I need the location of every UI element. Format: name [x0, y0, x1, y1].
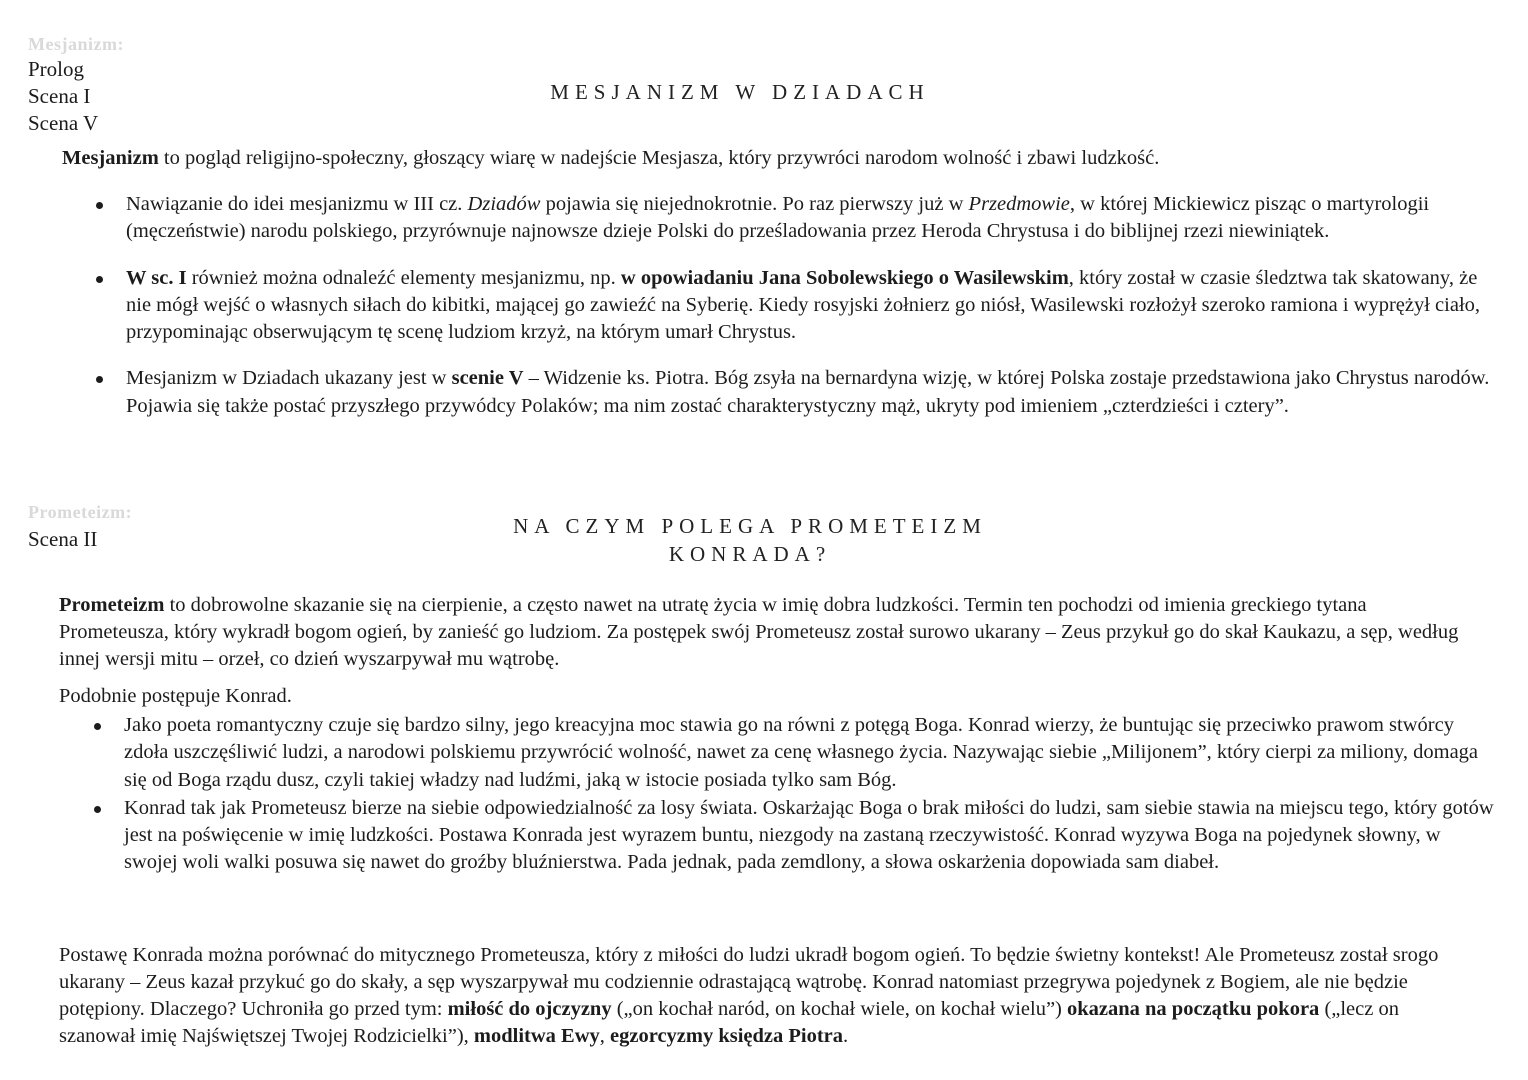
prometeizm-lead: Podobnie postępuje Konrad.	[59, 685, 292, 707]
nav-item-scena-v[interactable]: Scena V	[28, 111, 99, 135]
prometeizm-closing: Postawę Konrada można porównać do mitycznego Prometeusza, który z miłości do ludzi ukradł bogom ogień. To będzie świetny kontekst! Ale Prometeusz został srogo ukarany – Zeus kazał przykuć go do skały, a sęp wyszarpywał mu codziennie odrastającą wątrobę. Konrad natomiast przegrywa pojedynek z Bogiem, ale nie będzie potępiony. Dlaczego? Uchroniła go przed tym: miłość do ojczyzny („on kochał naród, on kochał wiele, on kochał wielu”) okazana na początku pokora („lecz on szanował imię Najświętszej Twojej Rodzicielki”), modlitwa Ewy, egzorcyzmy księdza Piotra.	[59, 944, 1439, 1047]
prometeizm-definition-text: to dobrowolne skazanie się na cierpienie, a często nawet na utratę życia w imię dobra ludzkości. Termin ten pochodzi od imienia greckiego tytana Prometeusza, który wykradł bogom ogień, by zanieść go ludziom. Za postępek swój Prometeusz został surowo ukarany – Zeus przykuł go do skał Kaukazu, a sęp, według innej wersji mitu – orzeł, co dzień wyszarpywał mu wątrobę.	[59, 594, 1459, 670]
list-item: Konrad tak jak Prometeusz bierze na siebie odpowiedzialność za losy świata. Oskarżając Boga o brak miłości do ludzi, sam siebie stawia na miejscu tego, który gotów jest na poświęcenie w imię ludzkości. Postawa Konrada jest wyrazem buntu, niezgody na zastaną rzeczywistość. Konrad wyzywa Boga na pojedynek słowny, w swojej woli walki posuwa się nawet do groźby bluźnierstwa. Pada jednak, pada zemdlony, a słowa oskarżenia dopowiada sam diabeł.	[94, 795, 1494, 877]
prometeizm-definition	[59, 592, 1459, 673]
mesjanizm-bullets	[96, 191, 1496, 420]
bullet-icon	[94, 723, 101, 730]
prometeizm-term: Prometeizm	[59, 594, 165, 616]
nav-item-prolog[interactable]: Prolog	[28, 57, 85, 81]
list-item: Mesjanizm w Dziadach ukazany jest w scenie V – Widzenie ks. Piotra. Bóg zsyła na bernardyna wizję, w której Polska zostaje przedstawiona jako Chrystus narodów. Pojawia się także postać przyszłego przywódcy Polaków; ma nim zostać charakterystyczny mąż, ukryty pod imieniem „czterdzieści i cztery”.	[96, 365, 1496, 420]
prometeizm-heading-line2: KONRADA?	[668, 542, 832, 566]
bullet-icon	[96, 376, 103, 383]
nav-item-scena-i[interactable]: Scena I	[28, 84, 91, 108]
prometeizm-nav	[28, 526, 97, 553]
bullet-icon	[96, 202, 103, 209]
mesjanizm-heading: MESJANIZM W DZIADACH	[550, 80, 930, 104]
prometeizm-heading	[440, 512, 1060, 568]
list-item: W sc. I również można odnaleźć elementy mesjanizmu, np. w opowiadaniu Jana Sobolewskiego o Wasilewskim, który został w czasie śledztwa tak skatowany, że nie mógł wejść o własnych siłach do kibitki, mającej go zawieźć na Syberię. Kiedy rosyjski żołnierz go niósł, Wasilewski rozłożył szeroko ramiona i wyprężył ciało, przypominając obserwującym tę scenę ludziom krzyż, na którym umarł Chrystus.	[96, 265, 1496, 347]
mesjanizm-faint-label: Mesjanizm:	[28, 34, 124, 54]
mesjanizm-definition	[62, 145, 1502, 172]
prometeizm-faint-label: Prometeizm:	[28, 502, 133, 522]
list-item: Nawiązanie do idei mesjanizmu w III cz. Dziadów pojawia się niejednokrotnie. Po raz pierwszy już w Przedmowie, w której Mickiewicz pisząc o martyrologii (męczeństwie) narodu polskiego, przyrównuje najnowsze dzieje Polski do prześladowania przez Heroda Chrystusa i do biblijnej rzezi niewiniątek.	[96, 191, 1496, 246]
mesjanizm-term: Mesjanizm	[62, 147, 159, 169]
nav-item-scena-ii[interactable]: Scena II	[28, 527, 98, 551]
mesjanizm-definition-text: to pogląd religijno-społeczny, głoszący wiarę w nadejście Mesjasza, który przywróci narodom wolność i zbawi ludzkość.	[158, 147, 1160, 169]
bullet-icon	[94, 806, 101, 813]
prometeizm-bullets	[94, 712, 1494, 877]
prometeizm-heading-line1: NA CZYM POLEGA PROMETEIZM	[513, 514, 987, 538]
bullet-icon	[96, 276, 103, 283]
list-item: Jako poeta romantyczny czuje się bardzo silny, jego kreacyjna moc stawia go na równi z potęgą Boga. Konrad wierzy, że buntując się przeciwko prawom stwórcy zdoła uszczęśliwić ludzi, a narodowi polskiemu przywrócić wolność, nawet za cenę własnego życia. Nazywając siebie „Milijonem”, który cierpi za miliony, domaga się od Boga rządu dusz, czyli takiej władzy nad ludźmi, jaką w istocie posiada tylko sam Bóg.	[94, 712, 1494, 794]
mesjanizm-nav	[28, 56, 98, 137]
